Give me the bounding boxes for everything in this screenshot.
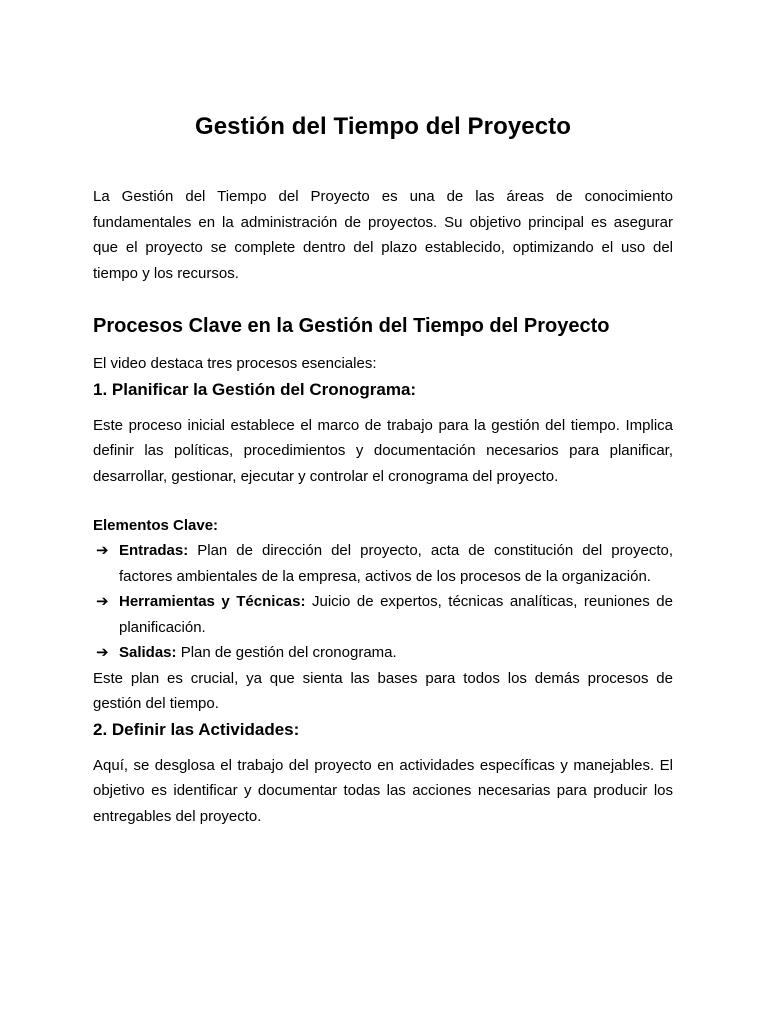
process-1-body: Este proceso inicial establece el marco de trabajo para la gestión del tiempo. Implica definir las políticas, procedimientos y documentación necesarios para planificar, desarrollar, gestionar, ejecutar y controlar el cronograma del proyecto. — [93, 416, 673, 485]
arrow-right-icon: ➔ — [96, 644, 109, 661]
key-elements-label: Elementos Clave: — [93, 517, 219, 534]
process-2-heading: 2. Definir las Actividades: — [93, 719, 300, 739]
bullet-text: Juicio de expertos, técnicas analíticas, reuniones de planificación. — [119, 593, 673, 636]
bullet-term: Salidas: — [119, 644, 177, 661]
section-heading: Procesos Clave en la Gestión del Tiempo del Proyecto — [93, 315, 610, 337]
bullet-text: Plan de gestión del cronograma. — [176, 644, 397, 661]
process-1-heading: 1. Planificar la Gestión del Cronograma: — [93, 379, 417, 399]
section-lead-paragraph: El video destaca tres procesos esenciales: — [93, 355, 377, 372]
arrow-right-icon: ➔ — [96, 593, 109, 610]
bullet-term: Herramientas y Técnicas: — [119, 593, 306, 610]
key-elements-list — [93, 538, 673, 666]
document-title: Gestión del Tiempo del Proyecto — [194, 113, 572, 140]
arrow-right-icon: ➔ — [96, 542, 109, 559]
list-item — [93, 589, 673, 640]
process-1-closing: Este plan es crucial, ya que sienta las bases para todos los demás procesos de gestión del tiempo. — [93, 669, 673, 712]
bullet-term: Entradas: — [119, 542, 189, 559]
process-2-body: Aquí, se desglosa el trabajo del proyecto en actividades específicas y manejables. El objetivo es identificar y documentar todas las acciones necesarias para producir los entregables del proyecto. — [93, 756, 673, 825]
list-item — [93, 640, 673, 666]
bullet-text: Plan de dirección del proyecto, acta de constitución del proyecto, factores ambientales de la empresa, activos de los procesos de la organización. — [119, 542, 673, 585]
list-item — [93, 538, 673, 589]
intro-paragraph: La Gestión del Tiempo del Proyecto es una de las áreas de conocimiento fundamentales en la administración de proyectos. Su objetivo principal es asegurar que el proyecto se complete dentro del plazo establecido, optimizando el uso del tiempo y los recursos. — [93, 188, 673, 282]
